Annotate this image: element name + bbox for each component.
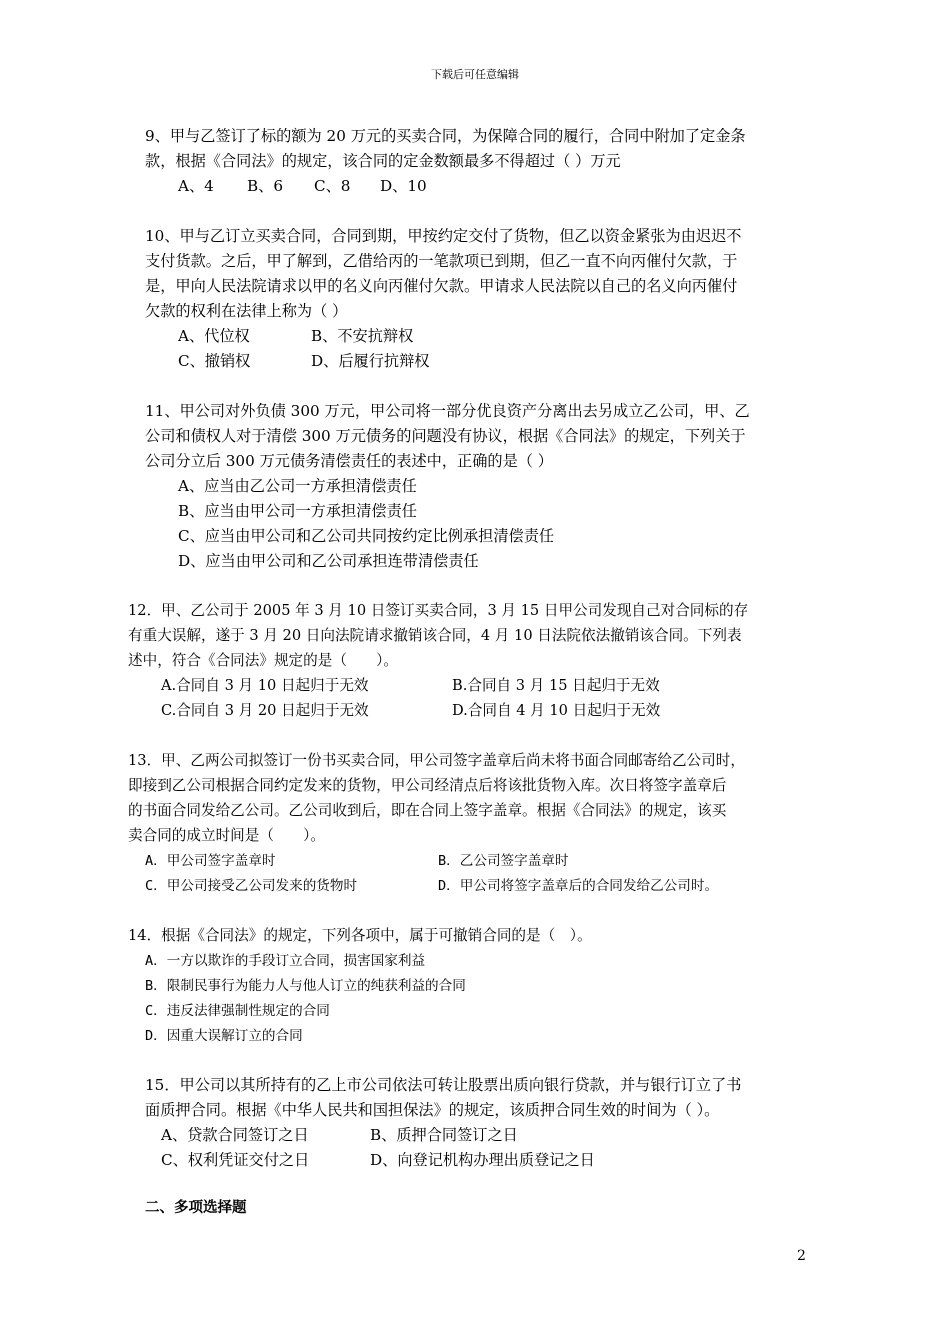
option-c: C、权利凭证交付之日 [161, 1151, 310, 1169]
page-number: 2 [797, 1248, 806, 1264]
question-text-line: 12．甲、乙公司于 2005 年 3 月 10 日签订买卖合同，3 月 15 日甲公司发现自己对合同标的存 [128, 602, 749, 619]
option-c: C．违反法律强制性规定的合同 [145, 1003, 330, 1019]
option-a: A、应当由乙公司一方承担清偿责任 [178, 477, 417, 495]
question-text-line: 13．甲、乙两公司拟签订一份书买卖合同，甲公司签字盖章后尚未将书面合同邮寄给乙公司时， [128, 752, 745, 769]
option-a: A、代位权 [178, 327, 250, 345]
option-d: D．因重大误解订立的合同 [145, 1028, 303, 1044]
option-a: A．甲公司签字盖章时 [145, 853, 276, 869]
option-b: B．乙公司签字盖章时 [438, 853, 569, 869]
option-b: B.合同自 3 月 15 日起归于无效 [452, 677, 660, 694]
question-text-line: 款，根据《合同法》的规定，该合同的定金数额最多不得超过（ ）万元 [145, 152, 621, 170]
question-text-line: 述中，符合《合同法》规定的是（ ）。 [128, 652, 398, 669]
question-text-line: 14．根据《合同法》的规定，下列各项中，属于可撤销合同的是（ ）。 [128, 927, 592, 944]
option-b: B、应当由甲公司一方承担清偿责任 [178, 502, 417, 520]
question-text-line: 卖合同的成立时间是（ ）。 [128, 827, 326, 844]
question-text-line: 10、甲与乙订立买卖合同，合同到期，甲按约定交付了货物，但乙以资金紧张为由迟迟不 [145, 227, 742, 245]
option-d: D、后履行抗辩权 [311, 352, 430, 370]
option-c: C、应当由甲公司和乙公司共同按约定比例承担清偿责任 [178, 527, 555, 545]
question-text-line: 9、甲与乙签订了标的额为 20 万元的买卖合同，为保障合同的履行，合同中附加了定金条 [145, 127, 746, 145]
question-text-line: 是，甲向人民法院请求以甲的名义向丙催付欠款。甲请求人民法院以自己的名义向丙催付 [145, 277, 738, 295]
question-text-line: 面质押合同。根据《中华人民共和国担保法》的规定，该质押合同生效的时间为（ ）。 [145, 1101, 720, 1119]
question-text-line: 公司分立后 300 万元债务清偿责任的表述中，正确的是（ ） [145, 452, 553, 470]
option-d: D、向登记机构办理出质登记之日 [370, 1151, 595, 1169]
option-a: A、贷款合同签订之日 [161, 1126, 309, 1144]
question-text-line: 的书面合同发给乙公司。乙公司收到后，即在合同上签字盖章。根据《合同法》的规定，该买 [128, 802, 727, 819]
option-b: B、不安抗辩权 [311, 327, 414, 345]
section-heading: 二、多项选择题 [145, 1200, 247, 1216]
question-text-line: 欠款的权利在法律上称为（ ） [145, 302, 348, 320]
option-d: D、10 [380, 177, 427, 195]
option-a: A.合同自 3 月 10 日起归于无效 [161, 677, 369, 694]
option-d: D.合同自 4 月 10 日起归于无效 [452, 702, 661, 719]
option-b: B．限制民事行为能力人与他人订立的纯获利益的合同 [145, 978, 466, 994]
option-d: D、应当由甲公司和乙公司承担连带清偿责任 [178, 552, 479, 570]
option-a: A．一方以欺诈的手段订立合同，损害国家利益 [145, 953, 426, 969]
option-b: B、质押合同签订之日 [370, 1126, 518, 1144]
option-b: B、6 [247, 177, 284, 195]
question-text-line: 15．甲公司以其所持有的乙上市公司依法可转让股票出质向银行贷款，并与银行订立了书 [145, 1076, 742, 1094]
question-text-line: 11、甲公司对外负债 300 万元，甲公司将一部分优良资产分离出去另成立乙公司，甲、乙 [145, 402, 750, 420]
question-text-line: 有重大误解，遂于 3 月 20 日向法院请求撤销该合同，4 月 10 日法院依法撤销该合同。下列表 [128, 627, 742, 644]
option-d: D．甲公司将签字盖章后的合同发给乙公司时。 [438, 878, 719, 894]
option-c: C．甲公司接受乙公司发来的货物时 [145, 878, 358, 894]
option-c: C、撤销权 [178, 352, 251, 370]
option-c: C.合同自 3 月 20 日起归于无效 [161, 702, 369, 719]
question-text-line: 支付货款。之后，甲了解到，乙借给丙的一笔款项已到期，但乙一直不向丙催付欠款，于 [145, 252, 738, 270]
option-a: A、4 [178, 177, 214, 195]
question-text-line: 即接到乙公司根据合同约定发来的货物，甲公司经清点后将该批货物入库。次日将签字盖章后 [128, 777, 727, 794]
page-header: 下载后可任意编辑 [431, 68, 519, 81]
question-text-line: 公司和债权人对于清偿 300 万元债务的问题没有协议，根据《合同法》的规定，下列关于 [145, 427, 746, 445]
option-c: C、8 [314, 177, 351, 195]
